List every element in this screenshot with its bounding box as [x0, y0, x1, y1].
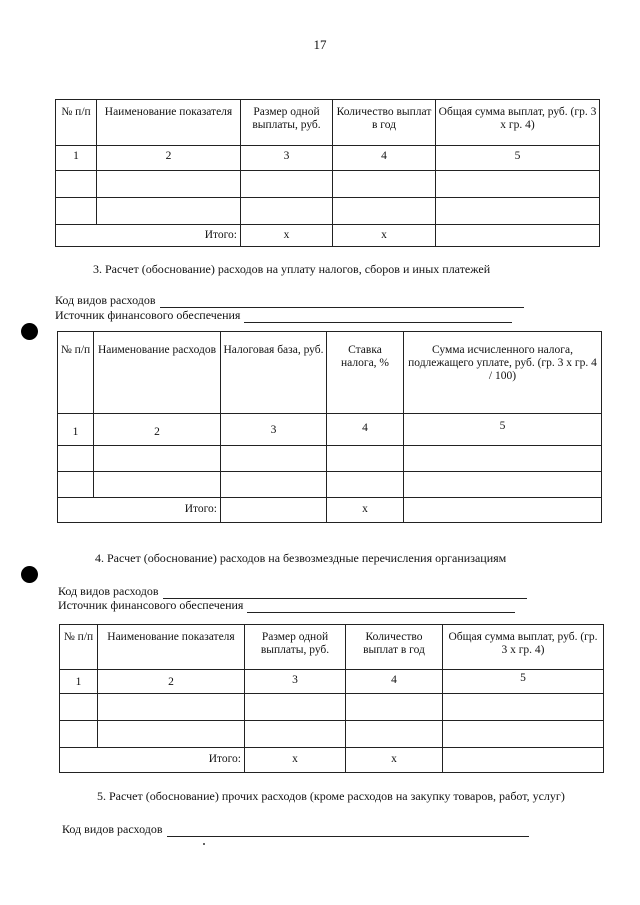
empty-cell[interactable] [97, 171, 241, 198]
column-number: 2 [98, 670, 245, 694]
empty-cell[interactable] [436, 171, 600, 198]
column-number: 1 [58, 414, 94, 446]
column-numbers-row [60, 670, 604, 694]
col-header-tax-amount: Сумма исчисленного налога, подлежащего уплате, руб. (гр. 3 х гр. 4 / 100) [404, 332, 602, 414]
total-label: Итого: [97, 225, 241, 247]
column-number: 1 [60, 670, 98, 694]
total-x-mark: x [346, 748, 443, 773]
empty-cell[interactable] [221, 446, 327, 472]
kvr-label: Код видов расходов [55, 293, 156, 307]
kvr-field-5 [62, 822, 529, 837]
column-number: 5 [443, 670, 604, 694]
kvr-field-4 [58, 584, 527, 599]
total-label: Итого: [98, 748, 245, 773]
column-number: 4 [346, 670, 443, 694]
col-header-name: Наименование показателя [97, 100, 241, 146]
empty-cell[interactable] [94, 446, 221, 472]
empty-cell[interactable] [58, 472, 94, 498]
empty-cell [58, 498, 94, 523]
page-number: 17 [313, 37, 327, 52]
total-label: Итого: [94, 498, 221, 523]
empty-cell[interactable] [404, 446, 602, 472]
kvr-input-line[interactable] [160, 296, 524, 308]
column-number: 4 [333, 146, 436, 171]
col-header-name: Наименование показателя [98, 625, 245, 670]
col-header-num: № п/п [56, 100, 97, 146]
empty-cell[interactable] [94, 472, 221, 498]
punch-hole-mark [21, 323, 38, 340]
payments-table-2 [59, 624, 604, 773]
empty-cell[interactable] [443, 721, 604, 748]
total-row [58, 498, 602, 523]
empty-cell[interactable] [98, 694, 245, 721]
empty-cell[interactable] [241, 171, 333, 198]
empty-cell[interactable] [97, 198, 241, 225]
empty-cell [56, 225, 97, 247]
empty-cell [60, 748, 98, 773]
column-number: 5 [404, 414, 602, 446]
column-number: 3 [245, 670, 346, 694]
kvr-input-line[interactable] [167, 825, 529, 837]
col-header-payment-size: Размер одной выплаты, руб. [241, 100, 333, 146]
column-number: 3 [221, 414, 327, 446]
total-value-cell[interactable] [221, 498, 327, 523]
source-field-3 [55, 308, 512, 323]
empty-cell[interactable] [346, 721, 443, 748]
column-number: 4 [327, 414, 404, 446]
column-number: 1 [56, 146, 97, 171]
empty-cell[interactable] [98, 721, 245, 748]
table-row [58, 446, 602, 472]
column-number: 3 [241, 146, 333, 171]
punch-hole-mark [21, 566, 38, 583]
kvr-field-3 [55, 293, 524, 308]
empty-cell[interactable] [436, 198, 600, 225]
empty-cell[interactable] [327, 472, 404, 498]
total-value-cell[interactable] [404, 498, 602, 523]
empty-cell[interactable] [60, 694, 98, 721]
scan-speck [203, 843, 205, 845]
source-input-line[interactable] [244, 311, 512, 323]
payments-table-1 [55, 99, 600, 247]
table-row [56, 171, 600, 198]
empty-cell[interactable] [245, 694, 346, 721]
empty-cell[interactable] [60, 721, 98, 748]
table-row [56, 198, 600, 225]
total-value-cell[interactable] [443, 748, 604, 773]
empty-cell[interactable] [56, 171, 97, 198]
source-label: Источник финансового обеспечения [58, 598, 244, 612]
total-value-cell[interactable] [436, 225, 600, 247]
source-label: Источник финансового обеспечения [55, 308, 241, 322]
table-row [60, 694, 604, 721]
empty-cell[interactable] [56, 198, 97, 225]
empty-cell[interactable] [404, 472, 602, 498]
col-header-tax-rate: Ставка налога, % [327, 332, 404, 414]
col-header-total: Общая сумма выплат, руб. (гр. 3 х гр. 4) [443, 625, 604, 670]
total-row [56, 225, 600, 247]
source-input-line[interactable] [247, 601, 515, 613]
column-number: 2 [97, 146, 241, 171]
kvr-label: Код видов расходов [58, 584, 159, 598]
empty-cell[interactable] [443, 694, 604, 721]
empty-cell[interactable] [58, 446, 94, 472]
empty-cell[interactable] [221, 472, 327, 498]
section-5-title: 5. Расчет (обоснование) прочих расходов (кроме расходов на закупку товаров, работ, услуг) [97, 789, 565, 803]
total-x-mark: x [245, 748, 346, 773]
column-number: 5 [436, 146, 600, 171]
total-x-mark: x [241, 225, 333, 247]
col-header-payment-count: Количество выплат в год [333, 100, 436, 146]
tax-calculation-table [57, 331, 602, 523]
section-3-title: 3. Расчет (обоснование) расходов на уплату налогов, сборов и иных платежей [93, 262, 491, 276]
col-header-name: Наименование расходов [94, 332, 221, 414]
col-header-payment-size: Размер одной выплаты, руб. [245, 625, 346, 670]
empty-cell[interactable] [333, 171, 436, 198]
table-row [60, 721, 604, 748]
section-4-title: 4. Расчет (обоснование) расходов на безвозмездные перечисления организациям [95, 551, 507, 565]
total-x-mark: x [327, 498, 404, 523]
empty-cell[interactable] [327, 446, 404, 472]
col-header-num: № п/п [60, 625, 98, 670]
empty-cell[interactable] [346, 694, 443, 721]
empty-cell[interactable] [333, 198, 436, 225]
empty-cell[interactable] [241, 198, 333, 225]
total-row [60, 748, 604, 773]
col-header-num: № п/п [58, 332, 94, 414]
source-field-4 [58, 598, 515, 613]
kvr-label: Код видов расходов [62, 822, 163, 836]
col-header-payment-count: Количество выплат в год [346, 625, 443, 670]
col-header-total: Общая сумма выплат, руб. (гр. 3 х гр. 4) [436, 100, 600, 146]
empty-cell[interactable] [245, 721, 346, 748]
column-numbers-row [56, 146, 600, 171]
total-x-mark: x [333, 225, 436, 247]
column-number: 2 [94, 414, 221, 446]
column-numbers-row [58, 414, 602, 446]
table-row [58, 472, 602, 498]
col-header-tax-base: Налоговая база, руб. [221, 332, 327, 414]
